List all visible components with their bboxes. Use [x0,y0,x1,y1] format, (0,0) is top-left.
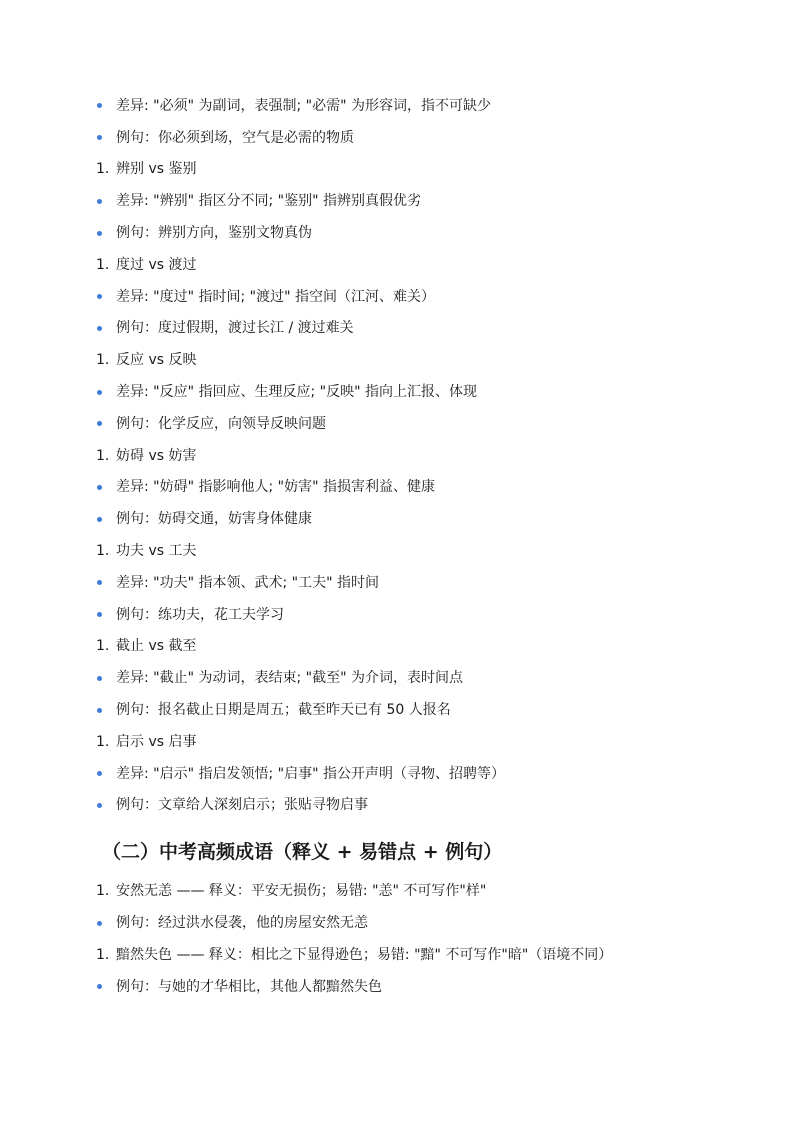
item-text: 差异: "度过" 指时间; "渡过" 指空间（江河、难关） [116,288,435,305]
document-content [96,90,736,1003]
numbered-item [96,154,736,186]
bullet-icon [96,580,116,585]
item-text: 例句：文章给人深刻启示；张贴寻物启事 [116,797,368,814]
item-text: 黯然失色 —— 释义：相比之下显得逊色；易错: "黯" 不可写作"暗"（语境不同） [116,946,613,963]
item-text: 反应 vs 反映 [116,352,197,369]
bullet-item [96,472,736,504]
numbered-item [96,726,736,758]
bullet-icon [96,390,116,395]
bullet-icon [96,771,116,776]
item-number: 1. [96,543,110,560]
bullet-icon [96,612,116,617]
bullet-item [96,662,736,694]
item-text: 妨碍 vs 妨害 [116,447,197,464]
bullet-item [96,313,736,345]
item-text: 例句：你必须到场，空气是必需的物质 [116,129,354,146]
item-number: 1. [96,883,110,900]
bullet-item [96,376,736,408]
item-text: 例句：辨别方向，鉴别文物真伪 [116,225,312,242]
item-number: 1. [96,161,110,178]
bullet-icon [96,135,116,140]
item-text: 辨别 vs 鉴别 [116,161,197,178]
bullet-icon [96,517,116,522]
bullet-icon [96,803,116,808]
item-text: 差异: "必须" 为副词，表强制; "必需" 为形容词，指不可缺少 [116,97,491,114]
item-text: 差异: "功夫" 指本领、武术; "工夫" 指时间 [116,574,379,591]
item-text: 例句：妨碍交通，妨害身体健康 [116,511,312,528]
item-text: 截止 vs 截至 [116,638,197,655]
bullet-icon [96,199,116,204]
bullet-item [96,122,736,154]
bullet-item [96,790,736,822]
item-text: 例句：度过假期，渡过长江 / 渡过难关 [116,320,354,337]
bullet-icon [96,421,116,426]
item-number: 1. [96,733,110,750]
item-text: 例句：报名截止日期是周五；截至昨天已有 50 人报名 [116,702,451,719]
section-heading: （二）中考高频成语（释义 + 易错点 + 例句） [102,840,503,863]
bullet-icon [96,708,116,713]
bullet-item [96,408,736,440]
item-number: 1. [96,638,110,655]
bullet-item [96,185,736,217]
item-text: 功夫 vs 工夫 [116,543,197,560]
item-number: 1. [96,946,110,963]
numbered-item [96,249,736,281]
bullet-icon [96,231,116,236]
item-text: 差异: "反应" 指回应、生理反应; "反映" 指向上汇报、体现 [116,384,477,401]
idiom-list [96,875,736,1002]
bullet-item [96,907,736,939]
bullet-icon [96,984,116,989]
bullet-item [96,281,736,313]
item-number: 1. [96,256,110,273]
item-text: 安然无恙 —— 释义：平安无损伤；易错: "恙" 不可写作"样" [116,883,487,900]
bullet-icon [96,294,116,299]
numbered-item [96,875,736,907]
item-text: 差异: "截止" 为动词，表结束; "截至" 为介词，表时间点 [116,670,463,687]
item-text: 例句：化学反应，向领导反映问题 [116,415,326,432]
word-comparison-list [96,90,736,821]
item-text: 例句：经过洪水侵袭，他的房屋安然无恙 [116,915,368,932]
numbered-item [96,535,736,567]
numbered-item [96,344,736,376]
item-text: 例句：与她的才华相比，其他人都黯然失色 [116,978,382,995]
bullet-icon [96,485,116,490]
numbered-item [96,631,736,663]
bullet-item [96,971,736,1003]
item-text: 差异: "辨别" 指区分不同; "鉴别" 指辨别真假优劣 [116,193,421,210]
bullet-item [96,599,736,631]
bullet-icon [96,326,116,331]
bullet-item [96,694,736,726]
item-text: 度过 vs 渡过 [116,256,197,273]
item-text: 例句：练功夫，花工夫学习 [116,606,284,623]
bullet-icon [96,676,116,681]
numbered-item [96,939,736,971]
item-text: 启示 vs 启事 [116,733,197,750]
bullet-item [96,758,736,790]
numbered-item [96,440,736,472]
bullet-item [96,567,736,599]
item-number: 1. [96,447,110,464]
bullet-item [96,503,736,535]
item-text: 差异: "妨碍" 指影响他人; "妨害" 指损害利益、健康 [116,479,435,496]
bullet-item [96,90,736,122]
bullet-icon [96,921,116,926]
bullet-item [96,217,736,249]
item-text: 差异: "启示" 指启发领悟; "启事" 指公开声明（寻物、招聘等） [116,765,505,782]
bullet-icon [96,103,116,108]
item-number: 1. [96,352,110,369]
